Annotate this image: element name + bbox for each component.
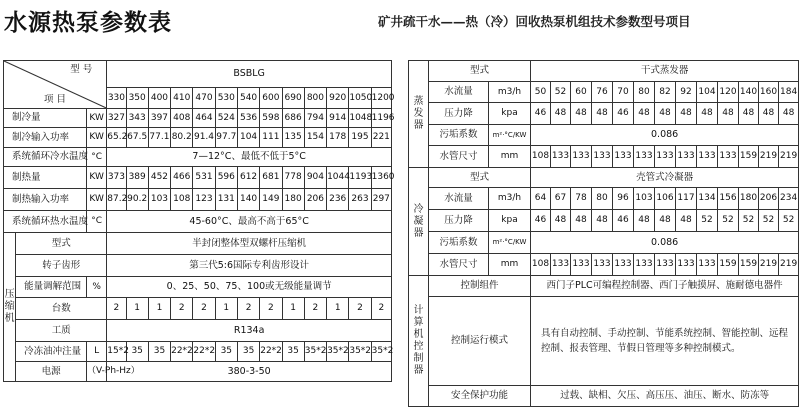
model-number-cell: 1200 bbox=[371, 88, 391, 109]
rotor-label: 转子齿形 bbox=[16, 255, 107, 277]
heating-power-value: 103 bbox=[148, 189, 170, 211]
evaporator-type-value: 干式蒸发器 bbox=[531, 61, 799, 82]
oil-charge-label: 冷冻油冲注量 bbox=[16, 342, 87, 362]
compressor-count-value: 2 bbox=[171, 298, 193, 320]
header-diagonal-cell bbox=[4, 61, 107, 109]
cooling-power-unit: KW bbox=[87, 128, 107, 148]
condenser-drop-value: 48 bbox=[592, 210, 613, 232]
cooling-power-value: 67.5 bbox=[126, 128, 148, 148]
heating-capacity-value: 452 bbox=[148, 167, 170, 189]
condenser-pipe-label: 水管尺寸 bbox=[429, 254, 489, 276]
heating-capacity-value: 904 bbox=[304, 167, 326, 189]
evaporator-drop-value: 48 bbox=[718, 103, 739, 125]
evaporator-drop-value: 48 bbox=[739, 103, 759, 125]
evaporator-drop-value: 48 bbox=[571, 103, 592, 125]
evaporator-drop-value: 48 bbox=[551, 103, 571, 125]
cooling-capacity-value: 686 bbox=[282, 109, 304, 128]
evaporator-pipe-unit: mm bbox=[489, 146, 531, 168]
series-name: BSBLG bbox=[107, 61, 392, 88]
cooling-capacity-label: 制冷量 bbox=[4, 109, 87, 128]
model-number-cell: 470 bbox=[193, 88, 215, 109]
refrigerant-label: 工质 bbox=[16, 320, 107, 342]
oil-charge-value: 35 bbox=[215, 342, 237, 362]
oil-charge-value: 22*2 bbox=[193, 342, 215, 362]
model-number-cell: 1050 bbox=[349, 88, 371, 109]
evaporator-flow-value: 104 bbox=[697, 82, 718, 103]
power-unit: （V-Ph-Hz） bbox=[87, 362, 107, 382]
heating-power-value: 149 bbox=[260, 189, 282, 211]
oil-charge-value: 35*2 bbox=[304, 342, 326, 362]
evaporator-drop-value: 48 bbox=[779, 103, 799, 125]
safety-label: 安全保护功能 bbox=[429, 386, 531, 407]
condenser-pipe-value: 133 bbox=[697, 254, 718, 276]
heating-power-value: 297 bbox=[371, 189, 391, 211]
heating-power-value: 263 bbox=[349, 189, 371, 211]
evaporator-flow-unit: m3/h bbox=[489, 82, 531, 103]
condenser-pipe-value: 133 bbox=[571, 254, 592, 276]
condenser-drop-value: 48 bbox=[551, 210, 571, 232]
cooling-capacity-value: 327 bbox=[107, 109, 126, 128]
condenser-pipe-value: 133 bbox=[551, 254, 571, 276]
compressor-count-value: 1 bbox=[282, 298, 304, 320]
condenser-pipe-value: 133 bbox=[592, 254, 613, 276]
compressor-count-value: 2 bbox=[260, 298, 282, 320]
evaporator-pipe-value: 219 bbox=[759, 146, 779, 168]
evaporator-drop-value: 48 bbox=[697, 103, 718, 125]
compressor-count-value: 2 bbox=[371, 298, 391, 320]
condenser-type-value: 壳管式冷凝器 bbox=[531, 168, 799, 188]
heating-power-label: 制热输入功率 bbox=[4, 189, 87, 211]
heating-capacity-value: 612 bbox=[237, 167, 259, 189]
cooling-capacity-value: 536 bbox=[237, 109, 259, 128]
compressor-count-value: 2 bbox=[107, 298, 126, 320]
condenser-drop-value: 52 bbox=[697, 210, 718, 232]
cooling-capacity-value: 397 bbox=[148, 109, 170, 128]
oil-charge-value: 35*2 bbox=[371, 342, 391, 362]
cooling-capacity-value: 464 bbox=[193, 109, 215, 128]
cooling-capacity-value: 524 bbox=[215, 109, 237, 128]
cooling-capacity-value: 914 bbox=[327, 109, 349, 128]
power-value: 380-3-50 bbox=[107, 362, 392, 382]
hot-water-temp-value: 45-60°C、最高不高于65°C bbox=[107, 211, 392, 233]
heating-capacity-label: 制热量 bbox=[4, 167, 87, 189]
evaporator-pipe-value: 219 bbox=[779, 146, 799, 168]
evaporator-flow-value: 82 bbox=[655, 82, 676, 103]
condenser-pipe-value: 219 bbox=[759, 254, 779, 276]
condenser-drop-value: 52 bbox=[739, 210, 759, 232]
condenser-flow-value: 180 bbox=[739, 188, 759, 210]
oil-charge-value: 35 bbox=[282, 342, 304, 362]
model-number-cell: 330 bbox=[107, 88, 126, 109]
heating-power-value: 123 bbox=[193, 189, 215, 211]
evaporator-fouling-label: 污垢系数 bbox=[429, 125, 489, 146]
heating-power-value: 87.2 bbox=[107, 189, 126, 211]
heating-power-value: 108 bbox=[171, 189, 193, 211]
model-number-cell: 920 bbox=[327, 88, 349, 109]
cooling-capacity-value: 408 bbox=[171, 109, 193, 128]
cooling-power-value: 195 bbox=[349, 128, 371, 148]
condenser-drop-value: 52 bbox=[718, 210, 739, 232]
model-number-cell: 400 bbox=[148, 88, 170, 109]
heating-capacity-value: 1360 bbox=[371, 167, 391, 189]
condenser-drop-value: 48 bbox=[571, 210, 592, 232]
cooling-power-value: 111 bbox=[260, 128, 282, 148]
evaporator-drop-value: 48 bbox=[759, 103, 779, 125]
cooling-capacity-value: 1196 bbox=[371, 109, 391, 128]
oil-charge-value: 35 bbox=[126, 342, 148, 362]
heating-power-value: 140 bbox=[237, 189, 259, 211]
cooling-capacity-value: 343 bbox=[126, 109, 148, 128]
model-number-cell: 800 bbox=[304, 88, 326, 109]
oil-charge-value: 22*2 bbox=[260, 342, 282, 362]
cooling-power-value: 65.2 bbox=[107, 128, 126, 148]
left-parameter-table bbox=[3, 60, 395, 382]
heating-capacity-value: 596 bbox=[215, 167, 237, 189]
evaporator-flow-value: 60 bbox=[571, 82, 592, 103]
condenser-pipe-value: 133 bbox=[655, 254, 676, 276]
condenser-flow-unit: m3/h bbox=[489, 188, 531, 210]
evaporator-pipe-value: 159 bbox=[739, 146, 759, 168]
right-parameter-table bbox=[408, 60, 799, 407]
evaporator-flow-value: 140 bbox=[739, 82, 759, 103]
cooling-power-value: 135 bbox=[282, 128, 304, 148]
cooling-capacity-value: 598 bbox=[260, 109, 282, 128]
evaporator-fouling-unit: m²·°C/KW bbox=[489, 125, 531, 146]
heating-capacity-value: 389 bbox=[126, 167, 148, 189]
heating-power-value: 90.2 bbox=[126, 189, 148, 211]
heating-capacity-value: 373 bbox=[107, 167, 126, 189]
condenser-drop-value: 48 bbox=[676, 210, 697, 232]
oil-charge-value: 35 bbox=[148, 342, 170, 362]
header-model-label: 型 号 bbox=[70, 64, 93, 75]
control-components-label: 控制组件 bbox=[429, 276, 531, 297]
control-mode-value: 具有自动控制、手动控制、节能系统控制、智能控制、远程控制、报表管理、节假日管理等多种控制模式。 bbox=[531, 297, 799, 386]
condenser-flow-value: 103 bbox=[634, 188, 655, 210]
cooling-power-value: 77.1 bbox=[148, 128, 170, 148]
cooling-power-value: 97.7 bbox=[215, 128, 237, 148]
cooling-capacity-unit: KW bbox=[87, 109, 107, 128]
heating-capacity-value: 466 bbox=[171, 167, 193, 189]
evaporator-pipe-value: 108 bbox=[531, 146, 551, 168]
evaporator-drop-label: 压力降 bbox=[429, 103, 489, 125]
evaporator-pipe-value: 133 bbox=[571, 146, 592, 168]
evaporator-flow-value: 120 bbox=[718, 82, 739, 103]
condenser-type-label: 型式 bbox=[429, 168, 531, 188]
oil-charge-value: 35*2 bbox=[349, 342, 371, 362]
evaporator-pipe-value: 133 bbox=[655, 146, 676, 168]
model-number-cell: 410 bbox=[171, 88, 193, 109]
energy-range-label: 能量调解范围 bbox=[16, 277, 87, 298]
evaporator-type-label: 型式 bbox=[429, 61, 531, 82]
heating-capacity-value: 531 bbox=[193, 167, 215, 189]
page-title: 水源热泵参数表 bbox=[4, 10, 172, 36]
cooling-power-value: 178 bbox=[327, 128, 349, 148]
evaporator-pipe-value: 133 bbox=[613, 146, 634, 168]
model-number-cell: 530 bbox=[215, 88, 237, 109]
heating-capacity-value: 1044 bbox=[327, 167, 349, 189]
heating-power-value: 180 bbox=[282, 189, 304, 211]
heating-power-unit: KW bbox=[87, 189, 107, 211]
evaporator-flow-value: 184 bbox=[779, 82, 799, 103]
cool-water-temp-unit: °C bbox=[87, 148, 107, 167]
condenser-flow-value: 67 bbox=[551, 188, 571, 210]
condenser-fouling-label: 污垢系数 bbox=[429, 232, 489, 254]
evaporator-pipe-label: 水管尺寸 bbox=[429, 146, 489, 168]
compressor-count-value: 2 bbox=[237, 298, 259, 320]
condenser-drop-value: 48 bbox=[655, 210, 676, 232]
compressor-count-value: 2 bbox=[193, 298, 215, 320]
safety-value: 过载、缺相、欠压、高压压、油压、断水、防冻等 bbox=[531, 386, 799, 407]
condenser-drop-value: 52 bbox=[779, 210, 799, 232]
model-number-cell: 540 bbox=[237, 88, 259, 109]
condenser-flow-value: 117 bbox=[676, 188, 697, 210]
power-label: 电源 bbox=[16, 362, 87, 382]
condenser-drop-label: 压力降 bbox=[429, 210, 489, 232]
condenser-pipe-value: 133 bbox=[613, 254, 634, 276]
condenser-flow-value: 80 bbox=[592, 188, 613, 210]
cooling-power-value: 221 bbox=[371, 128, 391, 148]
compressor-group-label: 压缩机 bbox=[4, 233, 16, 382]
cooling-capacity-value: 1048 bbox=[349, 109, 371, 128]
cool-water-temp-value: 7—12°C、最低不低于5°C bbox=[107, 148, 392, 167]
heating-power-value: 236 bbox=[327, 189, 349, 211]
condenser-flow-value: 64 bbox=[531, 188, 551, 210]
condenser-drop-value: 46 bbox=[531, 210, 551, 232]
control-mode-label: 控制运行模式 bbox=[429, 297, 531, 386]
cooling-power-value: 80.2 bbox=[171, 128, 193, 148]
oil-charge-value: 35*2 bbox=[327, 342, 349, 362]
condenser-flow-value: 234 bbox=[779, 188, 799, 210]
compressor-count-value: 1 bbox=[126, 298, 148, 320]
evaporator-fouling-value: 0.086 bbox=[531, 125, 799, 146]
evaporator-flow-label: 水流量 bbox=[429, 82, 489, 103]
evaporator-pipe-value: 133 bbox=[697, 146, 718, 168]
energy-range-value: 0、25、50、75、100或无级能量调节 bbox=[107, 277, 392, 298]
evaporator-flow-value: 76 bbox=[592, 82, 613, 103]
cooling-power-label: 制冷输入功率 bbox=[4, 128, 87, 148]
compressor-count-value: 1 bbox=[148, 298, 170, 320]
evaporator-flow-value: 80 bbox=[634, 82, 655, 103]
condenser-drop-unit: kpa bbox=[489, 210, 531, 232]
cool-water-temp-label: 系统循环冷水温度 bbox=[4, 148, 87, 167]
compressor-count-value: 2 bbox=[349, 298, 371, 320]
energy-range-unit: % bbox=[87, 277, 107, 298]
model-number-cell: 690 bbox=[282, 88, 304, 109]
condenser-flow-label: 水流量 bbox=[429, 188, 489, 210]
heating-capacity-value: 778 bbox=[282, 167, 304, 189]
refrigerant-value: R134a bbox=[107, 320, 392, 342]
evaporator-flow-value: 92 bbox=[676, 82, 697, 103]
compressor-count-label: 台数 bbox=[16, 298, 107, 320]
heating-capacity-unit: KW bbox=[87, 167, 107, 189]
compressor-type-label: 型式 bbox=[16, 233, 107, 255]
compressor-type-value: 半封闭整体型双螺杆压缩机 bbox=[107, 233, 392, 255]
heating-capacity-value: 1193 bbox=[349, 167, 371, 189]
evaporator-pipe-value: 133 bbox=[676, 146, 697, 168]
hot-water-temp-label: 系统循环热水温度 bbox=[4, 211, 87, 233]
condenser-drop-value: 46 bbox=[613, 210, 634, 232]
evaporator-pipe-value: 133 bbox=[551, 146, 571, 168]
evaporator-flow-value: 52 bbox=[551, 82, 571, 103]
condenser-flow-value: 134 bbox=[697, 188, 718, 210]
controller-group-label: 计算机控制器 bbox=[409, 276, 429, 407]
condenser-pipe-value: 159 bbox=[718, 254, 739, 276]
evaporator-drop-value: 48 bbox=[676, 103, 697, 125]
page-subtitle: 矿井疏干水——热（冷）回收热泵机组技术参数型号项目 bbox=[378, 14, 691, 29]
evaporator-pipe-value: 133 bbox=[592, 146, 613, 168]
oil-charge-unit: L bbox=[87, 342, 107, 362]
evaporator-drop-value: 46 bbox=[613, 103, 634, 125]
oil-charge-value: 15*2 bbox=[107, 342, 126, 362]
condenser-pipe-value: 108 bbox=[531, 254, 551, 276]
evaporator-flow-value: 50 bbox=[531, 82, 551, 103]
compressor-count-value: 2 bbox=[304, 298, 326, 320]
control-components-value: 西门子PLC可编程控制器、西门子触摸屏、施耐德电器件 bbox=[531, 276, 799, 297]
oil-charge-value: 35 bbox=[237, 342, 259, 362]
evaporator-drop-value: 48 bbox=[592, 103, 613, 125]
evaporator-flow-value: 160 bbox=[759, 82, 779, 103]
evaporator-flow-value: 70 bbox=[613, 82, 634, 103]
model-number-cell: 600 bbox=[260, 88, 282, 109]
hot-water-temp-unit: °C bbox=[87, 211, 107, 233]
cooling-power-value: 104 bbox=[237, 128, 259, 148]
evaporator-pipe-value: 133 bbox=[634, 146, 655, 168]
oil-charge-value: 22*2 bbox=[171, 342, 193, 362]
evaporator-group-label: 蒸发器 bbox=[409, 61, 429, 168]
condenser-pipe-unit: mm bbox=[489, 254, 531, 276]
rotor-value: 第三代5:6国际专利齿形设计 bbox=[107, 255, 392, 277]
condenser-pipe-value: 159 bbox=[739, 254, 759, 276]
model-number-cell: 350 bbox=[126, 88, 148, 109]
condenser-pipe-value: 133 bbox=[676, 254, 697, 276]
evaporator-drop-value: 48 bbox=[634, 103, 655, 125]
condenser-pipe-value: 133 bbox=[634, 254, 655, 276]
condenser-drop-value: 48 bbox=[634, 210, 655, 232]
evaporator-pipe-value: 133 bbox=[718, 146, 739, 168]
cooling-capacity-value: 794 bbox=[304, 109, 326, 128]
cooling-power-value: 154 bbox=[304, 128, 326, 148]
condenser-flow-value: 206 bbox=[759, 188, 779, 210]
cooling-power-value: 91.4 bbox=[193, 128, 215, 148]
condenser-flow-value: 96 bbox=[613, 188, 634, 210]
compressor-count-value: 1 bbox=[215, 298, 237, 320]
header-item-label: 项 目 bbox=[44, 93, 67, 105]
evaporator-drop-unit: kpa bbox=[489, 103, 531, 125]
evaporator-drop-value: 48 bbox=[655, 103, 676, 125]
evaporator-drop-value: 46 bbox=[531, 103, 551, 125]
condenser-group-label: 冷凝器 bbox=[409, 168, 429, 276]
condenser-flow-value: 106 bbox=[655, 188, 676, 210]
compressor-count-value: 1 bbox=[327, 298, 349, 320]
condenser-flow-value: 78 bbox=[571, 188, 592, 210]
condenser-fouling-value: 0.086 bbox=[531, 232, 799, 254]
condenser-pipe-value: 219 bbox=[779, 254, 799, 276]
heating-power-value: 131 bbox=[215, 189, 237, 211]
condenser-flow-value: 156 bbox=[718, 188, 739, 210]
heating-capacity-value: 681 bbox=[260, 167, 282, 189]
condenser-drop-value: 52 bbox=[759, 210, 779, 232]
condenser-fouling-unit: m²·°C/KW bbox=[489, 232, 531, 254]
heating-power-value: 206 bbox=[304, 189, 326, 211]
